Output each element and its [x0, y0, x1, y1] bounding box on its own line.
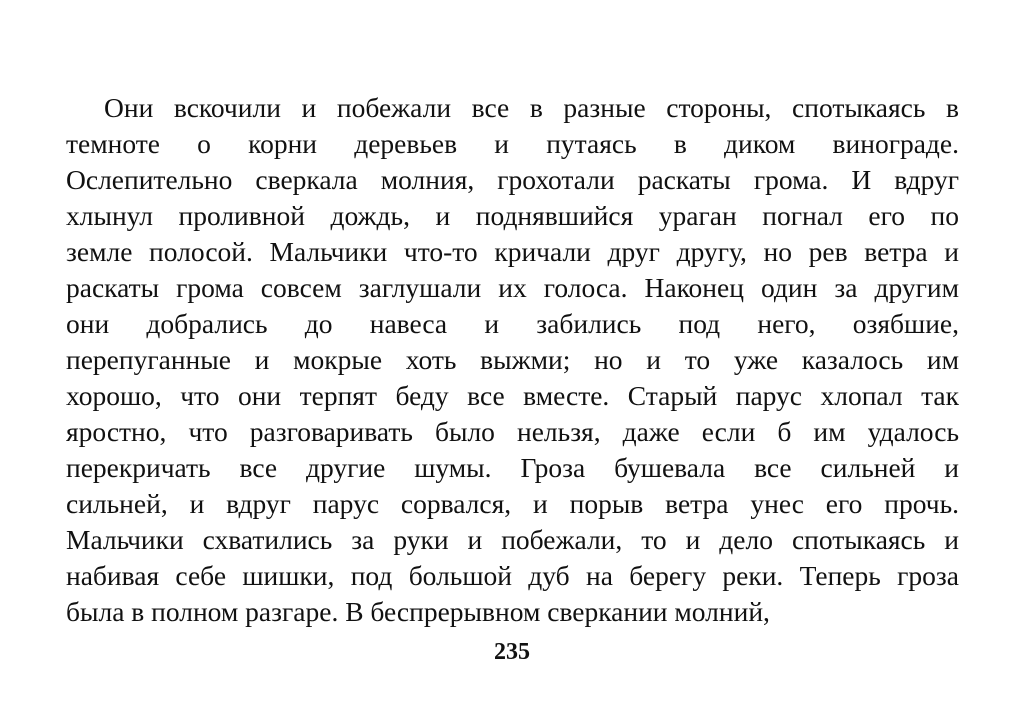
text-line: земле полосой. Мальчики что-то кричали друг другу, но рев ветра и: [66, 236, 959, 267]
text-line: раскаты грома совсем заглушали их голоса. Наконец один за другим: [66, 272, 959, 303]
text-line: перекричать все другие шумы. Гроза бушевала все сильней и: [66, 452, 959, 483]
text-line: перепуганные и мокрые хоть выжми; но и то уже казалось им: [66, 344, 959, 375]
text-line: темноте о корни деревьев и путаясь в диком винограде.: [66, 128, 959, 159]
text-line: хлынул проливной дождь, и поднявшийся ураган погнал его по: [66, 200, 959, 231]
text-line: Мальчики схватились за руки и побежали, то и дело спотыкаясь и: [66, 524, 959, 555]
page-number: 235: [494, 639, 530, 665]
text-line: они добрались до навеса и забились под него, озябшие,: [66, 308, 959, 339]
text-line: была в полном разгаре. В беспрерывном сверкании молний,: [66, 596, 770, 627]
text-line: набивая себе шишки, под большой дуб на берегу реки. Теперь гроза: [66, 560, 959, 591]
text-line: Они вскочили и побежали все в разные стороны, спотыкаясь в: [104, 92, 959, 123]
text-line: хорошо, что они терпят беду все вместе. Старый парус хлопал так: [66, 380, 959, 411]
text-line: сильней, и вдруг парус сорвался, и порыв ветра унес его прочь.: [66, 488, 959, 519]
body-text: [66, 90, 959, 630]
text-line: Ослепительно сверкала молния, грохотали раскаты грома. И вдруг: [66, 164, 959, 195]
text-line: яростно, что разговаривать было нельзя, даже если б им удалось: [66, 416, 959, 447]
